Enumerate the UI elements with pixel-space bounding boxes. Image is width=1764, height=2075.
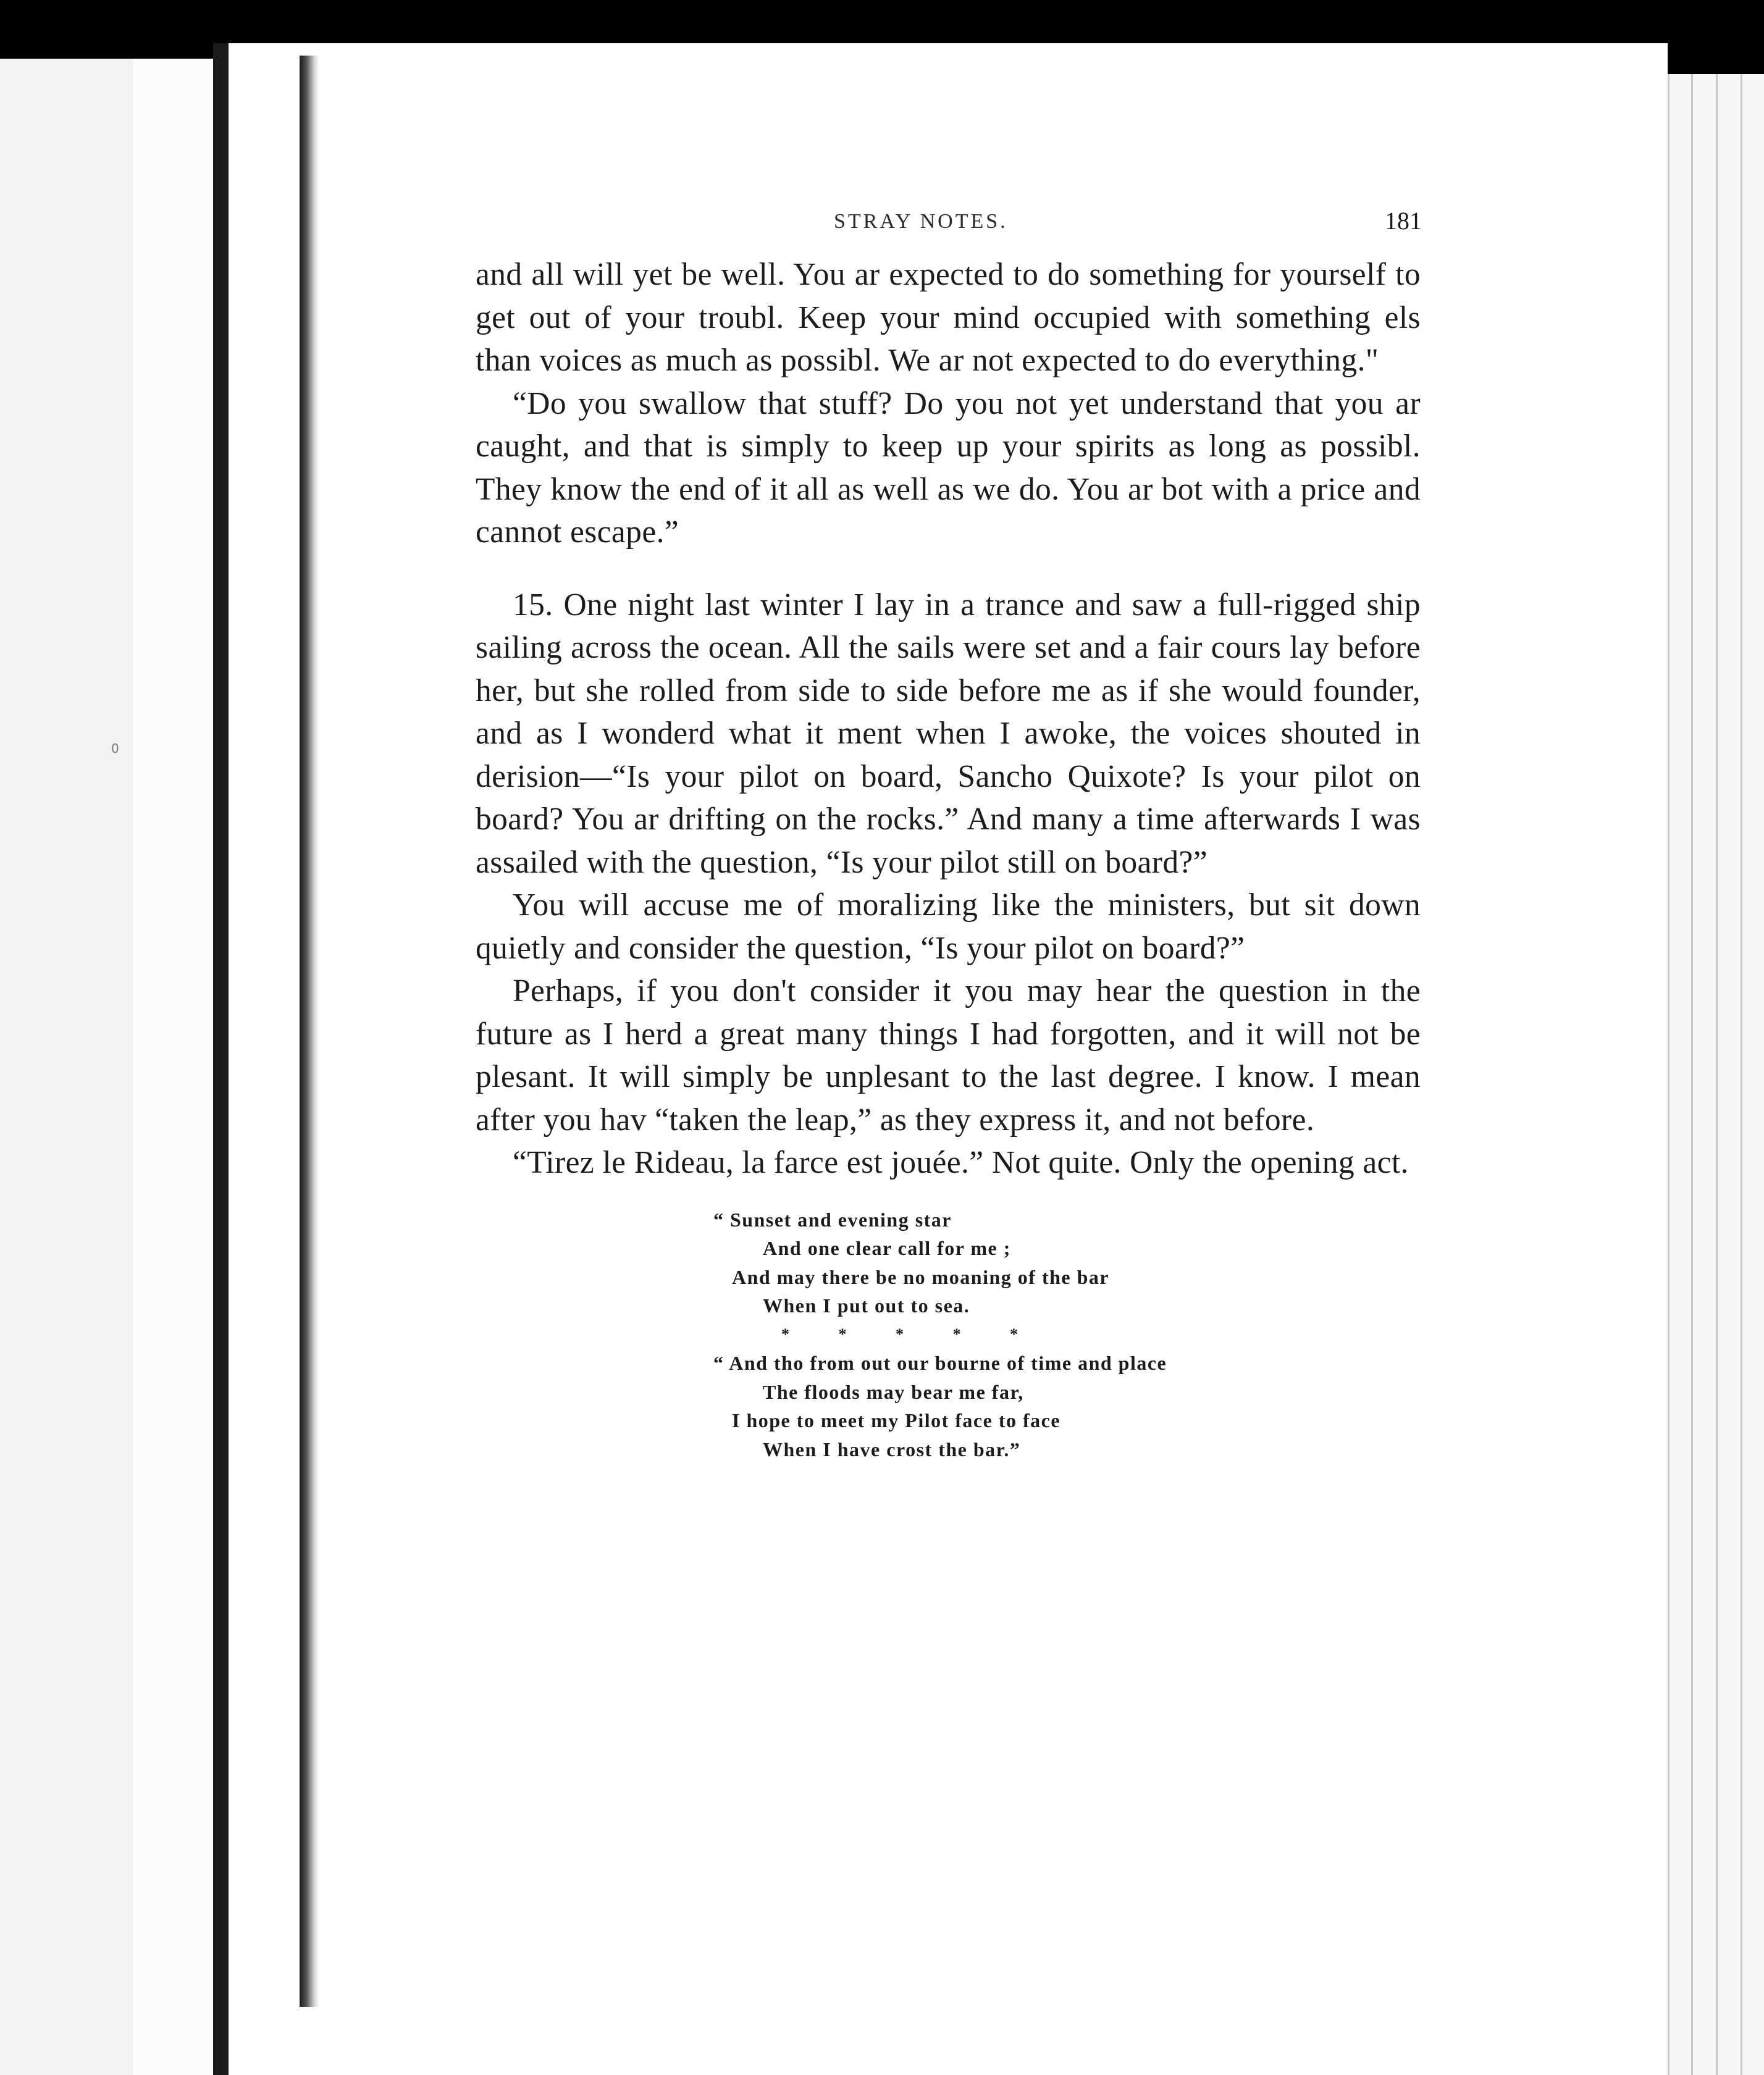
page-edge (1716, 74, 1718, 2075)
page-edge (1741, 74, 1742, 2075)
running-head-title: STRAY NOTES. (834, 210, 1008, 233)
paragraph-tirez: “Tirez le Rideau, la farce est jouée.” Not quite. Only the opening act. (513, 1145, 1409, 1180)
page-stack-right (1668, 74, 1764, 2075)
page-edge (1691, 74, 1693, 2075)
binding-gutter (213, 43, 230, 2075)
page-number: 181 (1385, 207, 1422, 235)
poem-line: The floods may bear me far, (763, 1380, 1024, 1403)
body-text (476, 253, 1421, 1184)
paragraph-perhaps: Perhaps, if you don't consider it you may hear the question in the future as I herd a great many things I had forgotten, and it will not be plesant. It will simply be unplesant to the last degree. I know. I mean after you hav “taken the leap,” as they express it, and not before. (476, 973, 1421, 1138)
poem-crossing-the-bar (713, 1205, 1421, 1464)
facing-page-left (0, 59, 213, 2075)
page-edge (1668, 74, 1670, 2075)
poem-line: And may there be no moaning of the bar (732, 1265, 1110, 1288)
poem-line: When I put out to sea. (763, 1294, 970, 1317)
running-head (476, 185, 1422, 235)
facing-page-shade (0, 59, 133, 2075)
poem-line: I hope to meet my Pilot face to face (732, 1409, 1061, 1432)
facing-page-mark: 0 (111, 741, 119, 756)
gutter-shadow (300, 56, 319, 2007)
paragraph-quote: “Do you swallow that stuff? Do you not yet understand that you ar caught, and that is simply to keep up your spirits as long as possibl. They know the end of it all as well as we do. You ar bot with a price and cannot escape.” (476, 385, 1421, 550)
poem-line: When I have crost the bar.” (763, 1438, 1021, 1461)
page-text-block (476, 185, 1421, 1464)
poem-stars-divider: * * * * * (781, 1325, 1019, 1343)
paragraph-section-15: 15. One night last winter I lay in a trance and saw a full-rigged ship sailing across the ocean. All the sails were set and a fair cours lay before her, but she rolled from side to side before me as if she would founder, and as I wonderd what it ment when I awoke, the voices shouted in derision—“Is your pilot on board, Sancho Quixote? Is your pilot on board? You ar drifting on the rocks.” And many a time afterwards I was assailed with the question, “Is your pilot still on board?” (476, 587, 1421, 880)
poem-line: “ And tho from out our bourne of time and place (713, 1352, 1167, 1374)
paragraph-moralizing: You will accuse me of moralizing like the ministers, but sit down quietly and consider the question, “Is your pilot on board?” (476, 887, 1421, 966)
paragraph-continued: and all will yet be well. You ar expected to do something for yourself to get out of your troubl. Keep your mind occupied with something els than voices as much as possibl. We ar not expected to do everything." (476, 257, 1421, 378)
poem-line: “ Sunset and evening star (713, 1208, 952, 1231)
poem-line: And one clear call for me ; (763, 1237, 1011, 1259)
